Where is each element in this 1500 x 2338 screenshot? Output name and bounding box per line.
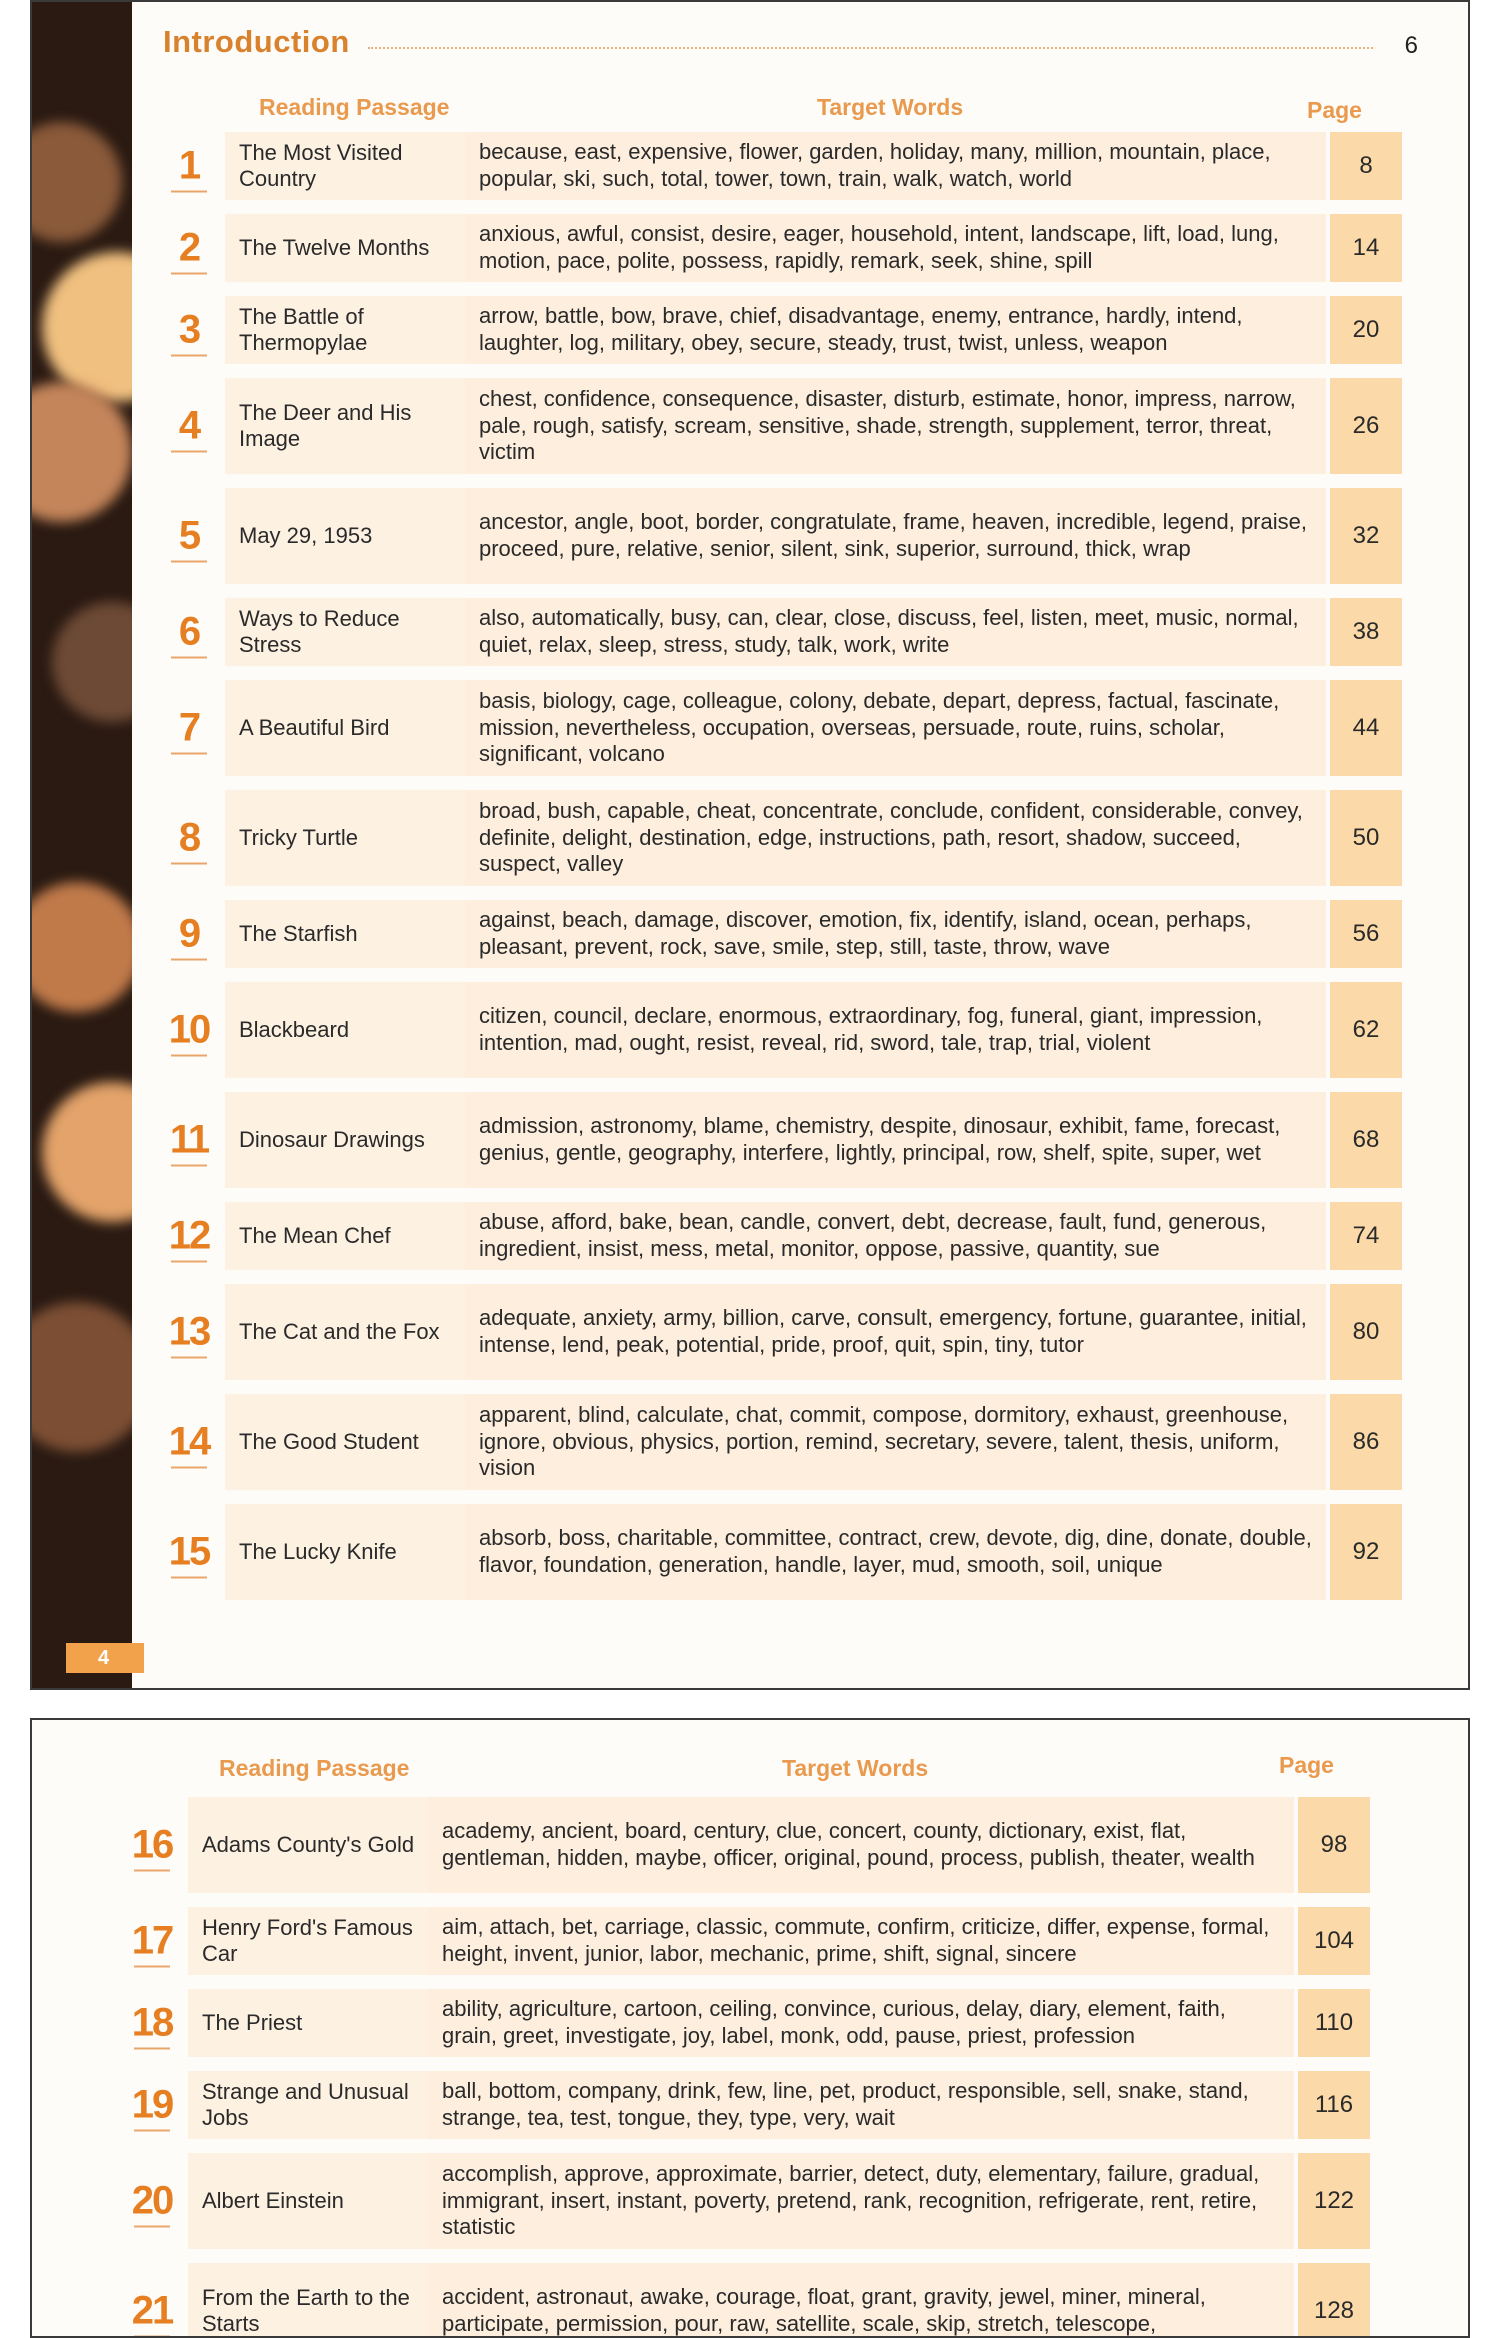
target-words: apparent, blind, calculate, chat, commit, compose, dormitory, exhaust, greenhouse, ignore, obvious, physics, portion, remind, secretary, severe, talent, thesis, uniform, vision [465, 1394, 1326, 1490]
target-words: against, beach, damage, discover, emotion, fix, identify, island, ocean, perhaps, pleasant, prevent, rock, save, smile, step, still, taste, throw, wave [465, 900, 1326, 968]
target-words: anxious, awful, consist, desire, eager, household, intent, landscape, lift, load, lung, motion, pace, polite, possess, rapidly, remark, seek, shine, spill [465, 214, 1326, 282]
target-words: accomplish, approve, approximate, barrier, detect, duty, elementary, failure, gradual, immigrant, insert, instant, poverty, pretend, rank, recognition, refrigerate, rent, retire, statistic [428, 2153, 1294, 2249]
unit-number: 16 [128, 1823, 176, 1868]
introduction-title: Introduction [163, 24, 350, 59]
passage-title: The Twelve Months [225, 214, 465, 282]
scan-page-bottom [30, 1718, 1470, 2338]
target-words: because, east, expensive, flower, garden, holiday, many, million, mountain, place, popular, ski, such, total, tower, town, train, walk, watch, world [465, 132, 1326, 200]
page-number: 98 [1298, 1797, 1370, 1893]
table-row [165, 598, 1402, 666]
bokeh-light [42, 252, 132, 402]
unit-number: 12 [165, 1214, 213, 1259]
bokeh-light [32, 382, 132, 522]
table-row [128, 1989, 1370, 2057]
target-words: accident, astronaut, awake, courage, float, grant, gravity, jewel, miner, mineral, participate, permission, pour, raw, satellite, scale, skip, stretch, telescope, [428, 2263, 1294, 2338]
unit-number: 19 [128, 2083, 176, 2128]
page-number: 38 [1330, 598, 1402, 666]
unit-number: 8 [165, 816, 213, 861]
table-row [165, 1284, 1402, 1380]
introduction-entry [163, 24, 1418, 68]
bokeh-light [42, 1082, 132, 1222]
passage-title: May 29, 1953 [225, 488, 465, 584]
unit-number: 7 [165, 706, 213, 751]
page-number: 86 [1330, 1394, 1402, 1490]
target-words: arrow, battle, bow, brave, chief, disadvantage, enemy, entrance, hardly, intend, laughter, log, military, obey, secure, steady, trust, twist, unless, weapon [465, 296, 1326, 364]
table-row [165, 1394, 1402, 1490]
table-row [165, 680, 1402, 776]
page-number: 80 [1330, 1284, 1402, 1380]
page-number: 20 [1330, 296, 1402, 364]
passage-title: From the Earth to the Starts [188, 2263, 428, 2338]
unit-number: 3 [165, 308, 213, 353]
target-words: ball, bottom, company, drink, few, line, pet, product, responsible, sell, snake, stand, strange, tea, test, tongue, they, type, very, wait [428, 2071, 1294, 2139]
target-words: ancestor, angle, boot, border, congratulate, frame, heaven, incredible, legend, praise, proceed, pure, relative, senior, silent, sink, superior, surround, thick, wrap [465, 488, 1326, 584]
table-row [128, 2153, 1370, 2249]
table-row [128, 1797, 1370, 1893]
page-number: 68 [1330, 1092, 1402, 1188]
unit-number: 2 [165, 226, 213, 271]
passage-title: The Lucky Knife [225, 1504, 465, 1600]
header-target-words: Target Words [817, 94, 964, 120]
passage-title: Tricky Turtle [225, 790, 465, 886]
table-row [165, 214, 1402, 282]
passage-title: The Most Visited Country [225, 132, 465, 200]
header-reading-passage: Reading Passage [219, 1755, 410, 1781]
page-number: 104 [1298, 1907, 1370, 1975]
table-row [165, 1504, 1402, 1600]
target-words: academy, ancient, board, century, clue, concert, county, dictionary, exist, flat, gentleman, hidden, maybe, officer, original, pound, process, publish, theater, wealth [428, 1797, 1294, 1893]
passage-title: Albert Einstein [188, 2153, 428, 2249]
unit-number: 5 [165, 514, 213, 559]
header-page: Page [1307, 97, 1362, 123]
passage-title: The Priest [188, 1989, 428, 2057]
unit-number: 10 [165, 1008, 213, 1053]
bokeh-photo-strip [32, 2, 132, 1690]
header-page: Page [1279, 1752, 1334, 1778]
table-row [165, 790, 1402, 886]
target-words: admission, astronomy, blame, chemistry, despite, dinosaur, exhibit, fame, forecast, genius, gentle, geography, interfere, lightly, principal, row, shelf, spite, super, wet [465, 1092, 1326, 1188]
bokeh-light [32, 882, 132, 1012]
passage-title: Dinosaur Drawings [225, 1092, 465, 1188]
passage-title: The Battle of Thermopylae [225, 296, 465, 364]
page-number: 116 [1298, 2071, 1370, 2139]
page-number: 74 [1330, 1202, 1402, 1270]
header-reading-passage: Reading Passage [259, 94, 450, 120]
table-row [165, 488, 1402, 584]
page-number: 50 [1330, 790, 1402, 886]
page-number: 32 [1330, 488, 1402, 584]
passage-title: Henry Ford's Famous Car [188, 1907, 428, 1975]
bokeh-light [32, 122, 122, 242]
page-number: 14 [1330, 214, 1402, 282]
passage-title: The Starfish [225, 900, 465, 968]
table-row [165, 1092, 1402, 1188]
table-row [128, 2071, 1370, 2139]
target-words: basis, biology, cage, colleague, colony, debate, depart, depress, factual, fascinate, mission, nevertheless, occupation, overseas, persuade, route, ruins, scholar, significant, volcano [465, 680, 1326, 776]
page-number: 62 [1330, 982, 1402, 1078]
passage-title: The Deer and His Image [225, 378, 465, 474]
unit-number: 15 [165, 1530, 213, 1575]
unit-number: 17 [128, 1919, 176, 1964]
passage-title: The Good Student [225, 1394, 465, 1490]
table-row [165, 982, 1402, 1078]
passage-title: Ways to Reduce Stress [225, 598, 465, 666]
passage-title: Blackbeard [225, 982, 465, 1078]
table-row [165, 378, 1402, 474]
unit-number: 14 [165, 1420, 213, 1465]
page-number: 128 [1298, 2263, 1370, 2338]
target-words: broad, bush, capable, cheat, concentrate, conclude, confident, considerable, convey, definite, delight, destination, edge, instructions, path, resort, shadow, succeed, suspect, valley [465, 790, 1326, 886]
target-words: absorb, boss, charitable, committee, contract, crew, devote, dig, dine, donate, double, flavor, foundation, generation, handle, layer, mud, smooth, soil, unique [465, 1504, 1326, 1600]
target-words: aim, attach, bet, carriage, classic, commute, confirm, criticize, differ, expense, formal, height, invent, junior, labor, mechanic, prime, shift, signal, sincere [428, 1907, 1294, 1975]
page-number: 92 [1330, 1504, 1402, 1600]
passage-title: Adams County's Gold [188, 1797, 428, 1893]
unit-number: 11 [165, 1118, 213, 1163]
unit-number: 6 [165, 610, 213, 655]
header-target-words: Target Words [782, 1755, 929, 1781]
page-number: 56 [1330, 900, 1402, 968]
introduction-page-number: 6 [1404, 32, 1418, 59]
page-number: 44 [1330, 680, 1402, 776]
scan-page-top [30, 0, 1470, 1690]
unit-number: 20 [128, 2179, 176, 2224]
unit-number: 21 [128, 2289, 176, 2334]
page-number: 122 [1298, 2153, 1370, 2249]
page-number: 26 [1330, 378, 1402, 474]
unit-number: 9 [165, 912, 213, 957]
target-words: abuse, afford, bake, bean, candle, convert, debt, decrease, fault, fund, generous, ingredient, insist, mess, metal, monitor, oppose, passive, quantity, sue [465, 1202, 1326, 1270]
table-row [128, 1907, 1370, 1975]
page-number-tab: 4 [66, 1643, 144, 1673]
unit-number: 4 [165, 404, 213, 449]
table-row [165, 900, 1402, 968]
page-number: 8 [1330, 132, 1402, 200]
passage-title: The Mean Chef [225, 1202, 465, 1270]
passage-title: The Cat and the Fox [225, 1284, 465, 1380]
passage-title: Strange and Unusual Jobs [188, 2071, 428, 2139]
target-words: ability, agriculture, cartoon, ceiling, convince, curious, delay, diary, element, faith, grain, greet, investigate, joy, label, monk, odd, pause, priest, profession [428, 1989, 1294, 2057]
unit-number: 13 [165, 1310, 213, 1355]
page-number: 110 [1298, 1989, 1370, 2057]
target-words: chest, confidence, consequence, disaster, disturb, estimate, honor, impress, narrow, pale, rough, satisfy, scream, sensitive, shade, strength, supplement, terror, threat, victim [465, 378, 1326, 474]
table-row [128, 2263, 1370, 2338]
passage-title: A Beautiful Bird [225, 680, 465, 776]
target-words: adequate, anxiety, army, billion, carve, consult, emergency, fortune, guarantee, initial, intense, lend, peak, potential, pride, proof, quit, spin, tiny, tutor [465, 1284, 1326, 1380]
unit-number: 18 [128, 2001, 176, 2046]
target-words: citizen, council, declare, enormous, extraordinary, fog, funeral, giant, impression, intention, mad, ought, resist, reveal, rid, sword, tale, trap, trial, violent [465, 982, 1326, 1078]
table-row [165, 1202, 1402, 1270]
bokeh-light [52, 602, 132, 722]
table-row [165, 132, 1402, 200]
table-row [165, 296, 1402, 364]
target-words: also, automatically, busy, can, clear, close, discuss, feel, listen, meet, music, normal, quiet, relax, sleep, stress, study, talk, work, write [465, 598, 1326, 666]
bokeh-light [32, 1302, 132, 1452]
unit-number: 1 [165, 144, 213, 189]
dot-leader [368, 47, 1373, 49]
